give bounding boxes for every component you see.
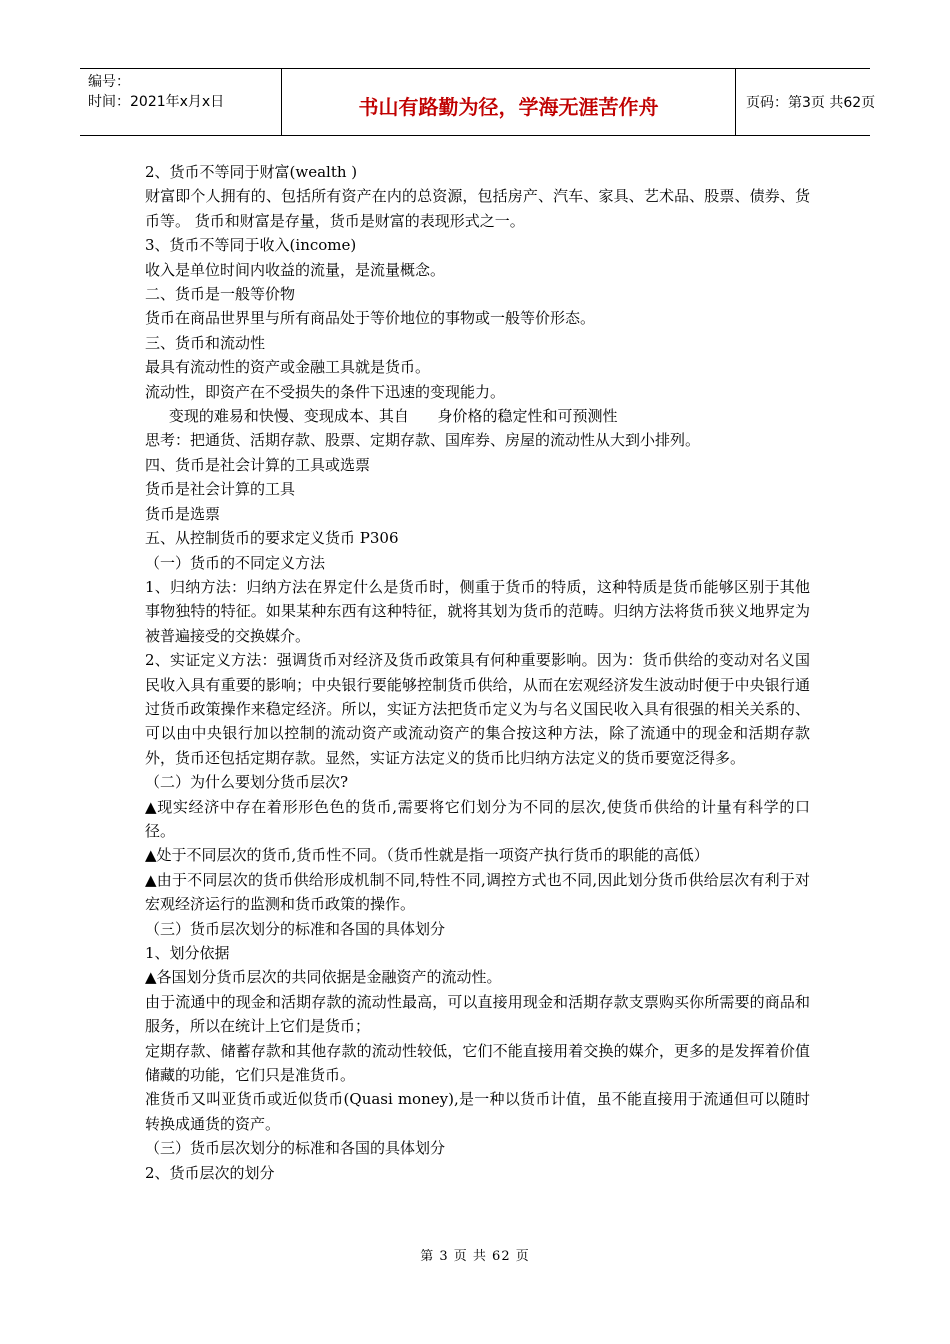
section-heading: 二、货币是一般等价物 [145, 285, 296, 304]
paragraph: 思考：把通货、活期存款、股票、定期存款、国库券、房屋的流动性从大到小排列。 [145, 431, 701, 450]
document-body [145, 160, 810, 1185]
subsection-heading: （三）货币层次划分的标准和各国的具体划分 [145, 1139, 446, 1158]
paragraph: 财富即个人拥有的、包括所有资产在内的总资源，包括房产、汽车、家具、艺术品、股票、债券、货币等。 货币和财富是存量，货币是财富的表现形式之一。 [145, 187, 810, 230]
bullet-paragraph: ▲由于不同层次的货币供给形成机制不同,特性不同,调控方式也不同,因此划分货币供给层次有利于对宏观经济运行的监测和货币政策的操作。 [145, 870, 810, 914]
section-heading: 四、货币是社会计算的工具或选票 [145, 455, 371, 474]
header-page-info: 页码：第3页 共62页 [746, 95, 876, 111]
paragraph: 最具有流动性的资产或金融工具就是货币。 [145, 358, 431, 377]
paragraph: 1、归纳方法：归纳方法在界定什么是货币时，侧重于货币的特质，这种特质是货币能够区别于其他事物独特的特征。如果某种东西有这种特征，就将其划为货币的范畴。归纳方法将货币狭义地界定为被普遍接受的交换媒介。 [145, 577, 810, 645]
section-heading: 三、货币和流动性 [145, 333, 266, 352]
header-meta [80, 69, 282, 135]
bullet-paragraph: ▲处于不同层次的货币,货币性不同。（货币性就是指一项资产执行货币的职能的高低） [145, 846, 709, 865]
subsection-heading: （一）货币的不同定义方法 [145, 553, 326, 572]
bullet-paragraph: ▲各国划分货币层次的共同依据是金融资产的流动性。 [145, 968, 502, 987]
paragraph: 变现的难易和快慢、变现成本、其自 身价格的稳定性和可预测性 [145, 407, 618, 426]
paragraph: 2、货币不等同于财富(wealth ) [145, 163, 358, 181]
document-date: 时间：2021年x月x日 [88, 94, 225, 110]
paragraph: 准货币又叫亚货币或近似货币(Quasi money),是一种以货币计值，虽不能直接用于流通但可以随时转换成通货的资产。 [145, 1090, 810, 1133]
paragraph: 流动性，即资产在不受损失的条件下迅速的变现能力。 [145, 382, 506, 401]
header-motto: 书山有路勤为径，学海无涯苦作舟 [282, 69, 736, 135]
document-number-label: 编号： [88, 74, 130, 90]
section-heading: 五、从控制货币的要求定义货币 P306 [145, 529, 399, 548]
subsection-heading: （二）为什么要划分货币层次? [145, 773, 349, 792]
paragraph: 2、货币层次的划分 [145, 1163, 275, 1182]
bullet-paragraph: ▲现实经济中存在着形形色色的货币,需要将它们划分为不同的层次,使货币供给的计量有科学的口径。 [145, 797, 810, 840]
page-footer: 第 3 页 共 62 页 [420, 1249, 530, 1264]
paragraph: 3、货币不等同于收入(income) [145, 236, 357, 255]
paragraph: 由于流通中的现金和活期存款的流动性最高，可以直接用现金和活期存款支票购买你所需要的商品和服务，所以在统计上它们是货币； [145, 992, 810, 1036]
subsection-heading: （三）货币层次划分的标准和各国的具体划分 [145, 919, 446, 938]
paragraph: 货币是社会计算的工具 [145, 480, 296, 499]
paragraph: 定期存款、储蓄存款和其他存款的流动性较低，它们不能直接用着交换的媒介，更多的是发挥着价值储藏的功能，它们只是准货币。 [145, 1041, 810, 1085]
paragraph: 1、划分依据 [145, 944, 230, 962]
paragraph: 货币在商品世界里与所有商品处于等价地位的事物或一般等价形态。 [145, 309, 596, 328]
paragraph: 货币是选票 [145, 504, 221, 523]
paragraph: 收入是单位时间内收益的流量，是流量概念。 [145, 260, 446, 279]
paragraph: 2、实证定义方法：强调货币对经济及货币政策具有何种重要影响。因为：货币供给的变动对名义国民收入具有重要的影响；中央银行要能够控制货币供给，从而在宏观经济发生波动时便于中央银行通过货币政策操作来稳定经济。所以，实证方法把货币定义为与名义国民收入具有很强的相关关系的、可以由中央银行加以控制的流动资产或流动资产的集合按这种方法，除了流通中的现金和活期存款外，货币还包括定期存款。显然，实证方法定义的货币比归纳方法定义的货币要宽泛得多。 [145, 651, 810, 767]
page-header [80, 68, 876, 136]
